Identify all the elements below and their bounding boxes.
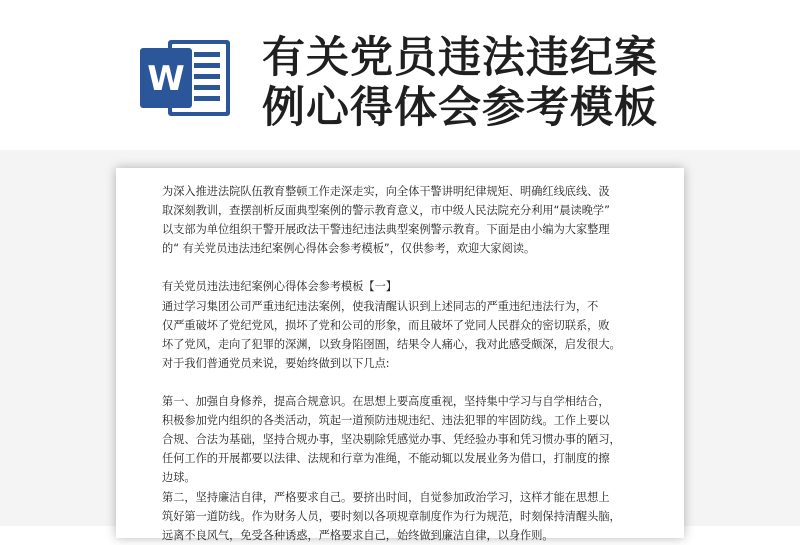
text-line: 仅严重破坏了党纪党风，损坏了党和公司的形象，而且破坏了党同人民群众的密切联系，败 (162, 318, 610, 332)
text-line: 的“ 有关党员违法违纪案例心得体会参考模板”，仅供参考，欢迎大家阅读。 (162, 242, 536, 256)
svg-text:W: W (147, 59, 185, 99)
section-heading: 有关党员违法违纪案例心得体会参考模板【一】 (162, 280, 397, 294)
document-title-line-1: 有关党员违法违纪案 (262, 33, 658, 83)
document-title (262, 33, 702, 133)
word-document-icon (138, 36, 234, 120)
text-line: 对于我们普通党员来说，要始终做到以下几点: (162, 356, 390, 370)
document-title-line-2: 例心得体会参考模板 (262, 83, 658, 133)
text-line: 取深刻教训，查摆剖析反面典型案例的警示教育意义，市中级人民法院充分利用“晨读晚学” (162, 204, 610, 218)
text-line: 积极参加党内组织的各类活动，筑起一道预防违规违纪、违法犯罪的牢固防线。工作上要以 (162, 414, 610, 428)
text-line: 坏了党风，走向了犯罪的深渊，以致身陷囹圄，结果令人痛心，我对此感受颇深，启发很大。 (162, 337, 621, 351)
text-line: 通过学习集团公司严重违纪违法案例，使我清醒认识到上述同志的严重违纪违法行为，不 (162, 299, 599, 313)
blank-line (162, 373, 647, 392)
text-line: 第一、加强自身修养，提高合规意识。在思想上要高度重视，坚持集中学习与自学相结合， (162, 395, 610, 409)
text-line: 边球。 (162, 471, 196, 485)
text-line: 第二，坚持廉洁自律，严格要求自己。要挤出时间，自觉参加政治学习，这样才能在思想上 (162, 490, 610, 504)
blank-line (162, 258, 647, 277)
document-body (162, 182, 647, 545)
text-line: 远离不良风气，免受各种诱惑，严格要求自己，始终做到廉洁自律，以身作则。 (162, 528, 554, 542)
text-line: 任何工作的开展都要以法律、法规和行章为准绳，不能动辄以发展业务为借口，打制度的擦 (162, 452, 610, 466)
text-line: 以支部为单位组织干警开展政法干警违纪违法典型案例警示教育。下面是由小编为大家整理 (162, 223, 610, 237)
document-page (116, 168, 684, 542)
text-line: 筑好第一道防线。作为财务人员，要时刻以各项规章制度作为行为规范，时刻保持清醒头脑， (162, 509, 621, 523)
text-line: 为深入推进法院队伍教育整顿工作走深走实，向全体干警讲明纪律规矩、明确红线底线、汲 (162, 185, 610, 198)
text-line: 合规、合法为基础，坚持合规办事，坚决剔除凭感觉办事、凭经验办事和凭习惯办事的陋习， (162, 433, 621, 447)
header-banner (0, 0, 800, 150)
